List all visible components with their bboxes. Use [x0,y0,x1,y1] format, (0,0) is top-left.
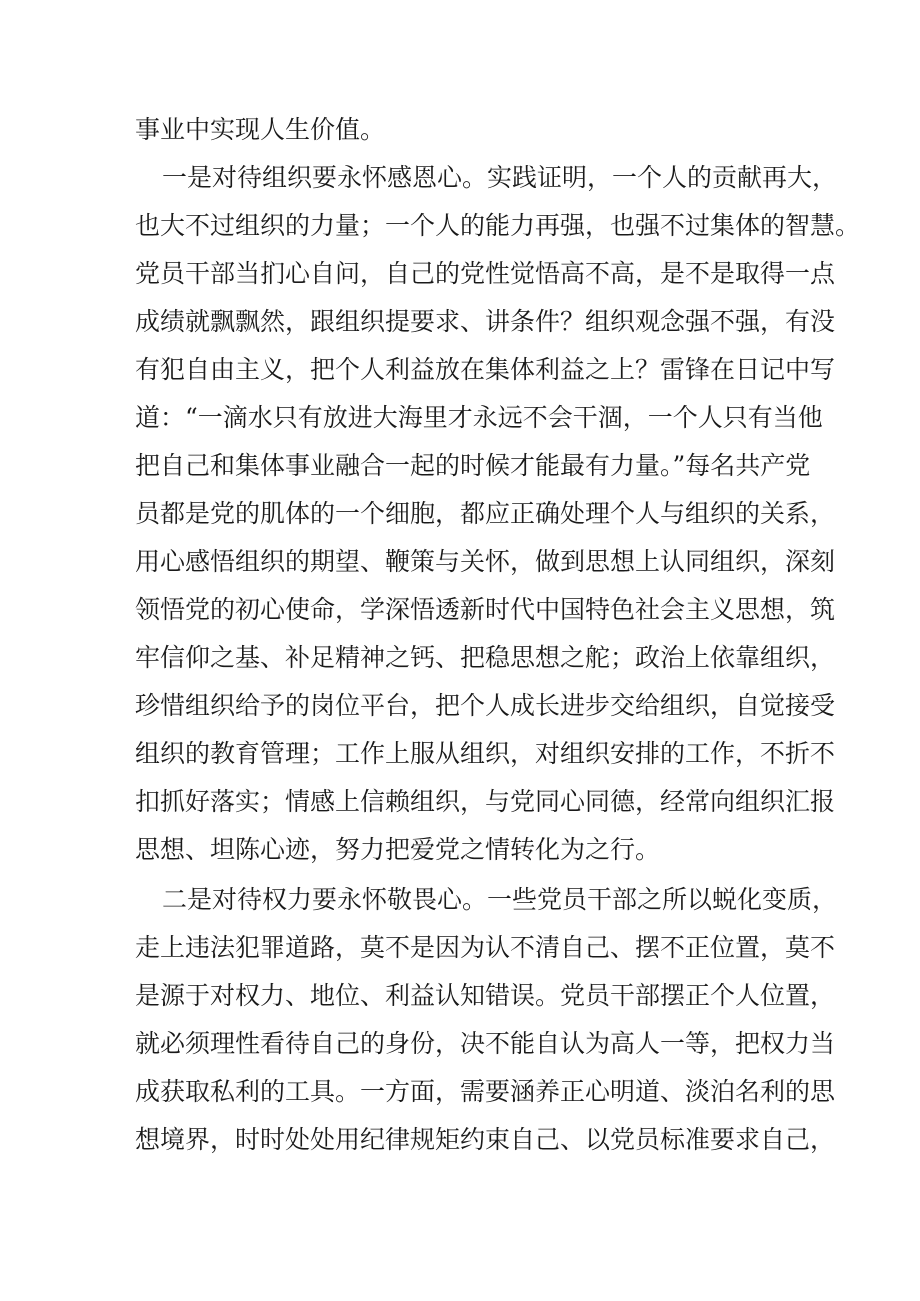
text-line: 成绩就飘飘然，跟组织提要求、讲条件？组织观念强不强，有没 [135,307,836,336]
text-line: 牢信仰之基、补足精神之钙、把稳思想之舵；政治上依靠组织， [135,643,836,672]
text-line: 思想、坦陈心迹，努力把爱党之情转化为之行。 [135,835,661,864]
text-line: 把自己和集体事业融合一起的时候才能最有力量。”每名共产党 [135,451,811,480]
paragraph-2-first-line: 二是对待权力要永怀敬畏心。一些党员干部之所以蜕化变质， [162,885,838,914]
text-line: 就必须理性看待自己的身份，决不能自认为高人一等，把权力当 [135,1029,836,1058]
text-line: 党员干部当扪心自问，自己的党性觉悟高不高，是不是取得一点 [135,259,836,288]
text-line: 事业中实现人生价值。 [135,115,386,144]
text-line: 领悟党的初心使命，学深悟透新时代中国特色社会主义思想，筑 [135,595,836,624]
text-line: 用心感悟组织的期望、鞭策与关怀，做到思想上认同组织，深刻 [135,547,836,576]
paragraph-1-first-line: 一是对待组织要永怀感恩心。实践证明，一个人的贡献再大， [162,163,838,192]
text-line: 有犯自由主义，把个人利益放在集体利益之上？雷锋在日记中写 [135,355,836,384]
text-line: 走上违法犯罪道路，莫不是因为认不清自己、摆不正位置，莫不 [135,933,836,962]
text-line: 道：“一滴水只有放进大海里才永远不会干涸，一个人只有当他 [135,403,823,432]
text-line: 员都是党的肌体的一个细胞，都应正确处理个人与组织的关系， [135,499,836,528]
text-line: 扣抓好落实；情感上信赖组织，与党同心同德，经常向组织汇报 [135,787,836,816]
text-line: 组织的教育管理；工作上服从组织，对组织安排的工作，不折不 [135,739,836,768]
text-line: 也大不过组织的力量；一个人的能力再强，也强不过集体的智慧。 [135,211,861,240]
text-line: 成获取私利的工具。一方面，需要涵养正心明道、淡泊名利的思 [135,1077,836,1106]
text-line: 是源于对权力、地位、利益认知错误。党员干部摆正个人位置， [135,981,836,1010]
text-line: 想境界，时时处处用纪律规矩约束自己、以党员标准要求自己， [135,1125,836,1154]
text-line: 珍惜组织给予的岗位平台，把个人成长进步交给组织，自觉接受 [135,691,836,720]
